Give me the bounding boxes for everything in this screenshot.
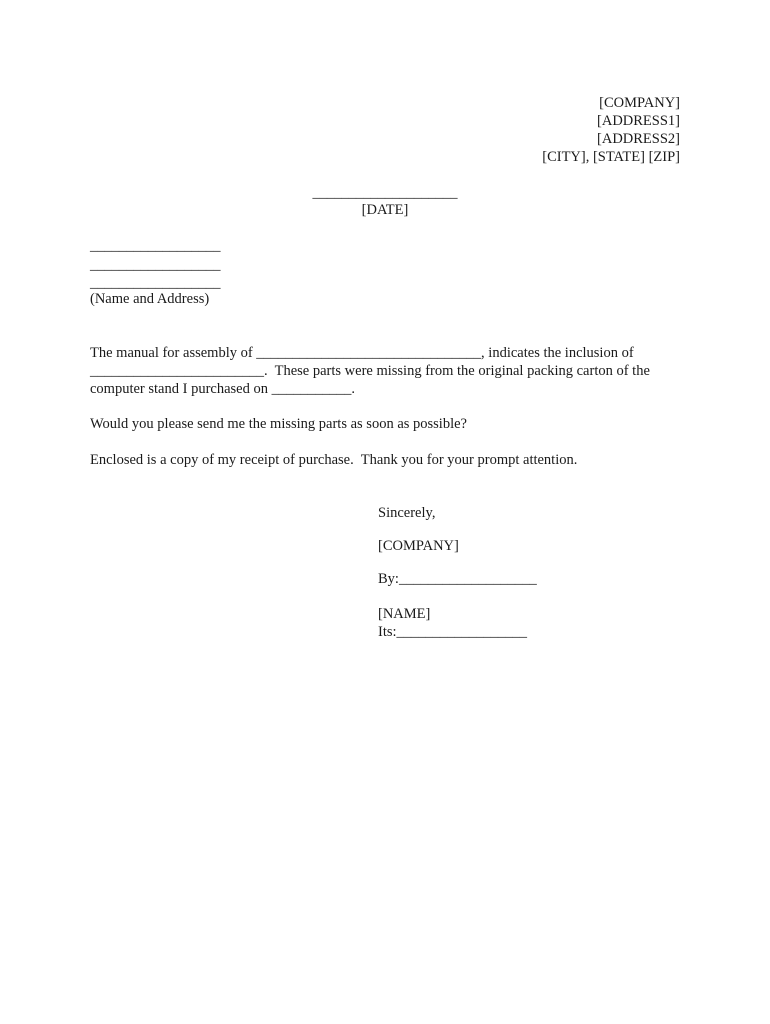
body-paragraph-1-line-2: ________________________. These parts were missing from the original packing carton of the bbox=[90, 363, 650, 379]
body-paragraph-1-line-3: computer stand I purchased on ___________. bbox=[90, 381, 355, 397]
sender-address1: [ADDRESS1] bbox=[597, 113, 680, 129]
body-paragraph-2: Would you please send me the missing parts as soon as possible? bbox=[90, 416, 467, 432]
recipient-line-2: __________________ bbox=[90, 257, 221, 273]
closing-its-title-line: Its:__________________ bbox=[378, 624, 528, 640]
body-paragraph-3: Enclosed is a copy of my receipt of purchase. Thank you for your prompt attention. bbox=[90, 452, 578, 468]
closing-sincerely: Sincerely, bbox=[378, 505, 436, 521]
sender-address2: [ADDRESS2] bbox=[597, 131, 680, 147]
date-blank-line: ____________________ bbox=[312, 185, 458, 201]
sender-company: [COMPANY] bbox=[599, 95, 680, 111]
closing-name: [NAME] bbox=[378, 606, 431, 622]
recipient-line-3: __________________ bbox=[90, 275, 221, 291]
recipient-label: (Name and Address) bbox=[90, 291, 210, 307]
body-paragraph-1-line-1: The manual for assembly of _______________________________, indicates the inclusion of bbox=[90, 345, 634, 361]
recipient-line-1: __________________ bbox=[90, 238, 221, 254]
closing-by-signature-line: By:___________________ bbox=[378, 571, 537, 587]
sender-city-state-zip: [CITY], [STATE] [ZIP] bbox=[542, 149, 680, 165]
date-label: [DATE] bbox=[361, 202, 409, 218]
closing-company: [COMPANY] bbox=[378, 538, 459, 554]
